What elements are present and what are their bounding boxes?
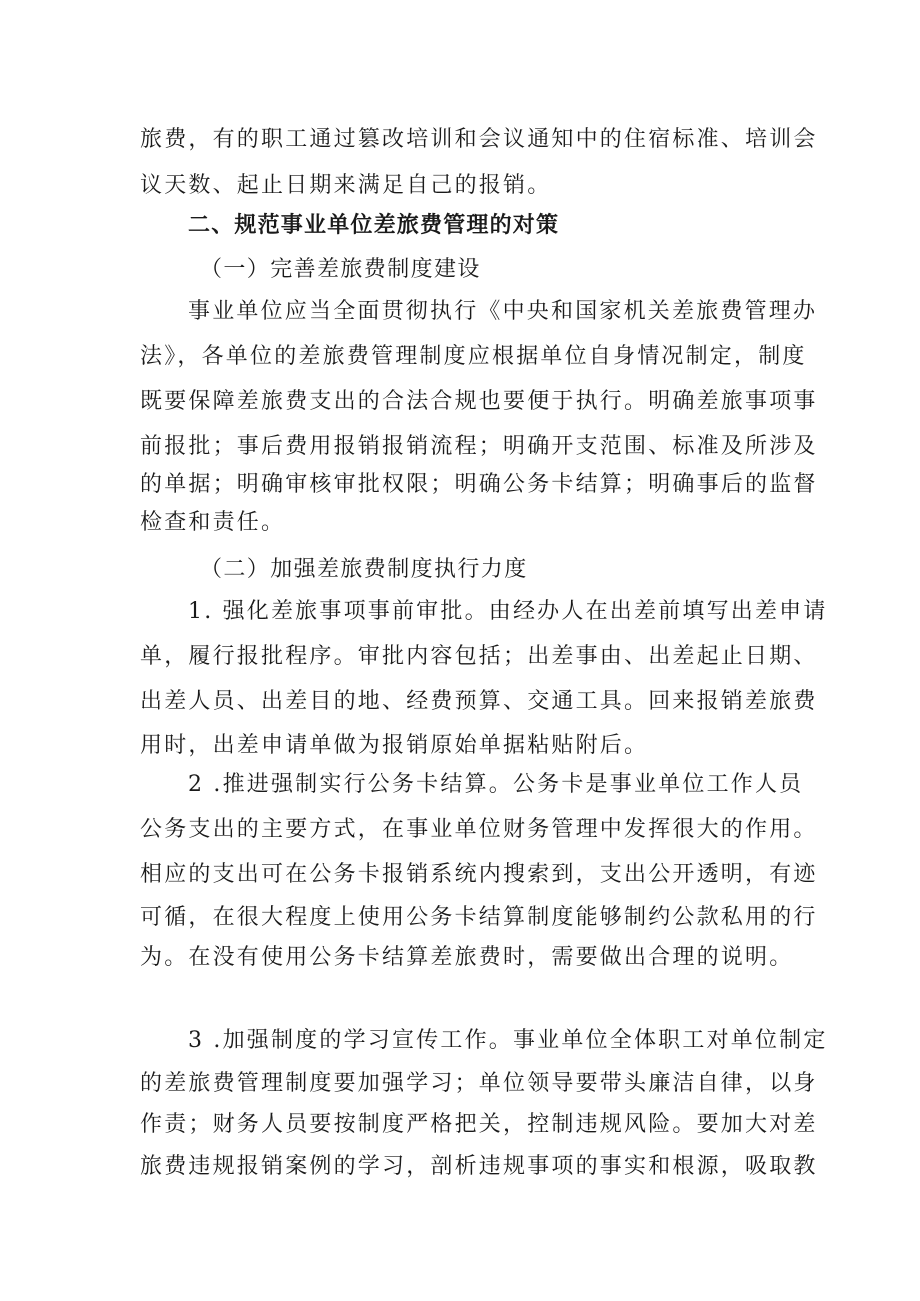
body-text-line: 事业单位应当全面贯彻执行《中央和国家机关差旅费管理办 <box>188 299 818 324</box>
body-text-line: 公务支出的主要方式，在事业单位财务管理中发挥很大的作用。 <box>140 817 818 842</box>
body-text-line: 作责；财务人员要按制度严格把关，控制违规风险。要加大对差 <box>140 1112 818 1137</box>
body-text-line: 旅费，有的职工通过篡改培训和会议通知中的住宿标准、培训会 <box>140 127 818 152</box>
body-text-line: 相应的支出可在公务卡报销系统内搜索到，支出公开透明，有迹 <box>140 862 818 887</box>
body-text-line: 1. 强化差旅事项事前审批。由经办人在出差前填写出差申请 <box>188 599 828 624</box>
body-text-line: 可循，在很大程度上使用公务卡结算制度能够制约公款私用的行 <box>140 905 818 930</box>
body-text-line: 2 .推进强制实行公务卡结算。公务卡是事业单位工作人员 <box>188 772 804 797</box>
body-text-line: 的单据；明确审核审批权限；明确公务卡结算；明确事后的监督 <box>140 472 818 497</box>
body-text-line: 为。在没有使用公务卡结算差旅费时，需要做出合理的说明。 <box>140 945 794 970</box>
body-text-line: 法》，各单位的差旅费管理制度应根据单位自身情况制定，制度 <box>140 344 807 369</box>
body-text-line: 的差旅费管理制度要加强学习；单位领导要带头廉洁自律，以身 <box>140 1071 818 1096</box>
section-heading: 二、规范事业单位差旅费管理的对策 <box>188 213 560 238</box>
body-text-line: 出差人员、出差目的地、经费预算、交通工具。回来报销差旅费 <box>140 689 818 714</box>
body-text-line: 3 .加强制度的学习宣传工作。事业单位全体职工对单位制定 <box>188 1028 828 1053</box>
body-text-line: 既要保障差旅费支出的合法合规也要便于执行。明确差旅事项事 <box>140 389 818 414</box>
body-text-line: 检查和责任。 <box>140 510 286 535</box>
body-text-line: 议天数、起止日期来满足自己的报销。 <box>140 173 552 198</box>
body-text-line: 前报批；事后费用报销报销流程；明确开支范围、标准及所涉及 <box>140 434 818 459</box>
body-text-line: 旅费违规报销案例的学习，剖析违规事项的事实和根源，吸取教 <box>140 1154 818 1179</box>
body-text-line: 单，履行报批程序。审批内容包括；出差事由、出差起止日期、 <box>140 644 818 669</box>
subheading: （二）加强差旅费制度执行力度 <box>200 557 528 582</box>
body-text-line: 用时，出差申请单做为报销原始单据粘贴附后。 <box>140 733 649 758</box>
subheading: （一）完善差旅费制度建设 <box>200 257 481 282</box>
